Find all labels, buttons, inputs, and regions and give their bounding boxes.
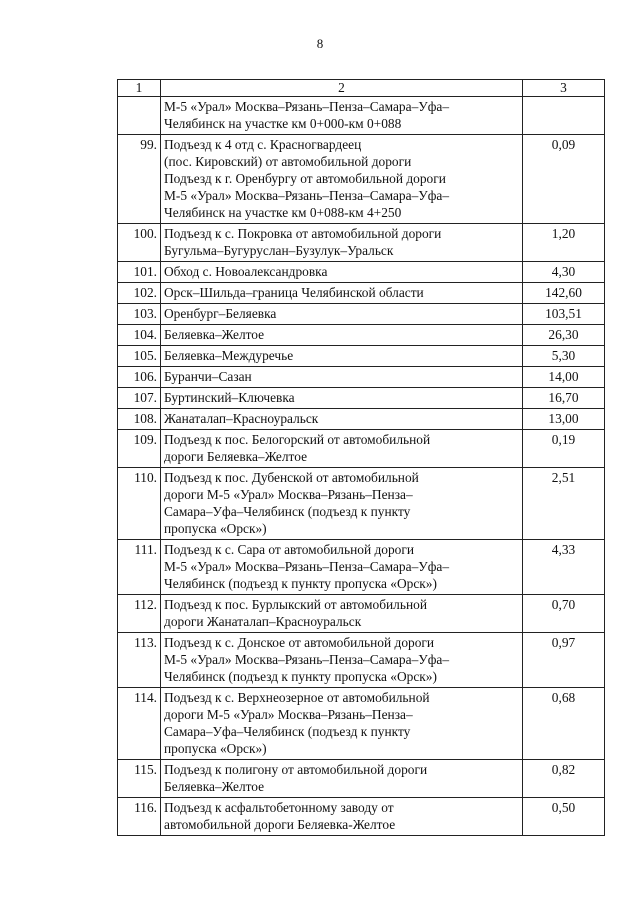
road-name: Орск–Шильда–граница Челябинской области <box>161 283 523 304</box>
row-number: 113. <box>118 633 161 688</box>
row-number: 112. <box>118 595 161 633</box>
table-row <box>118 135 605 224</box>
table-row <box>118 367 605 388</box>
row-number: 114. <box>118 688 161 760</box>
road-name: Подъезд к пос. Дубенской от автомобильной дороги М-5 «Урал» Москва–Рязань–Пенза– Самара–Уфа–Челябинск (подъезд к пункту пропуска «Орск») <box>161 468 523 540</box>
road-name: Подъезд к с. Верхнеозерное от автомобильной дороги М-5 «Урал» Москва–Рязань–Пенза– Самара–Уфа–Челябинск (подъезд к пункту пропуска «Орск») <box>161 688 523 760</box>
row-number: 102. <box>118 283 161 304</box>
row-number: 103. <box>118 304 161 325</box>
road-name: Подъезд к асфальтобетонному заводу от автомобильной дороги Беляевка-Желтое <box>161 798 523 836</box>
row-number: 106. <box>118 367 161 388</box>
row-number: 101. <box>118 262 161 283</box>
road-name: М-5 «Урал» Москва–Рязань–Пенза–Самара–Уфа– Челябинск на участке км 0+000-км 0+088 <box>161 97 523 135</box>
road-length: 4,33 <box>523 540 605 595</box>
road-length: 0,97 <box>523 633 605 688</box>
road-length: 4,30 <box>523 262 605 283</box>
road-name: Буранчи–Сазан <box>161 367 523 388</box>
table-row <box>118 262 605 283</box>
table-row <box>118 633 605 688</box>
table-row <box>118 409 605 430</box>
header-col-2: 2 <box>161 80 523 97</box>
road-name: Подъезд к 4 отд с. Красногвардеец (пос. Кировский) от автомобильной дороги Подъезд к г. Оренбургу от автомобильной дороги М-5 «Урал» Москва–Рязань–Пенза–Самара–Уфа– Челябинск на участке км 0+088-км 4+250 <box>161 135 523 224</box>
road-length: 13,00 <box>523 409 605 430</box>
road-length: 2,51 <box>523 468 605 540</box>
header-col-1: 1 <box>118 80 161 97</box>
roads-table <box>117 79 605 836</box>
road-length: 0,82 <box>523 760 605 798</box>
table-row <box>118 346 605 367</box>
road-length: 0,70 <box>523 595 605 633</box>
table-row <box>118 388 605 409</box>
table-row <box>118 430 605 468</box>
row-number: 108. <box>118 409 161 430</box>
table-row <box>118 760 605 798</box>
road-name: Подъезд к с. Сара от автомобильной дороги М-5 «Урал» Москва–Рязань–Пенза–Самара–Уфа– Челябинск (подъезд к пункту пропуска «Орск») <box>161 540 523 595</box>
row-number: 99. <box>118 135 161 224</box>
table-row <box>118 595 605 633</box>
road-name: Подъезд к с. Покровка от автомобильной дороги Бугульма–Бугуруслан–Бузулук–Уральск <box>161 224 523 262</box>
table-row <box>118 283 605 304</box>
road-length <box>523 97 605 135</box>
table-row <box>118 304 605 325</box>
road-length: 14,00 <box>523 367 605 388</box>
table-row <box>118 798 605 836</box>
table-row <box>118 540 605 595</box>
road-name: Подъезд к пос. Белогорский от автомобильной дороги Беляевка–Желтое <box>161 430 523 468</box>
road-name: Подъезд к пос. Бурлыкский от автомобильной дороги Жанаталап–Красноуральск <box>161 595 523 633</box>
row-number: 109. <box>118 430 161 468</box>
road-length: 1,20 <box>523 224 605 262</box>
row-number: 105. <box>118 346 161 367</box>
road-length: 103,51 <box>523 304 605 325</box>
road-name: Беляевка–Междуречье <box>161 346 523 367</box>
table-header-row <box>118 80 605 97</box>
table-row <box>118 325 605 346</box>
table-row <box>118 468 605 540</box>
table-row <box>118 688 605 760</box>
row-number <box>118 97 161 135</box>
road-name: Обход с. Новоалександровка <box>161 262 523 283</box>
road-length: 26,30 <box>523 325 605 346</box>
row-number: 110. <box>118 468 161 540</box>
road-length: 0,68 <box>523 688 605 760</box>
row-number: 111. <box>118 540 161 595</box>
road-name: Жанаталап–Красноуральск <box>161 409 523 430</box>
road-length: 0,09 <box>523 135 605 224</box>
row-number: 107. <box>118 388 161 409</box>
road-length: 5,30 <box>523 346 605 367</box>
road-name: Беляевка–Желтое <box>161 325 523 346</box>
road-name: Подъезд к с. Донское от автомобильной дороги М-5 «Урал» Москва–Рязань–Пенза–Самара–Уфа– Челябинск (подъезд к пункту пропуска «Орск») <box>161 633 523 688</box>
table-row <box>118 97 605 135</box>
row-number: 104. <box>118 325 161 346</box>
road-name: Буртинский–Ключевка <box>161 388 523 409</box>
row-number: 100. <box>118 224 161 262</box>
road-name: Подъезд к полигону от автомобильной дороги Беляевка–Желтое <box>161 760 523 798</box>
table-row <box>118 224 605 262</box>
row-number: 115. <box>118 760 161 798</box>
page-number: 8 <box>316 36 324 51</box>
header-col-3: 3 <box>523 80 605 97</box>
row-number: 116. <box>118 798 161 836</box>
road-length: 16,70 <box>523 388 605 409</box>
road-name: Оренбург–Беляевка <box>161 304 523 325</box>
road-length: 0,19 <box>523 430 605 468</box>
road-length: 142,60 <box>523 283 605 304</box>
road-length: 0,50 <box>523 798 605 836</box>
